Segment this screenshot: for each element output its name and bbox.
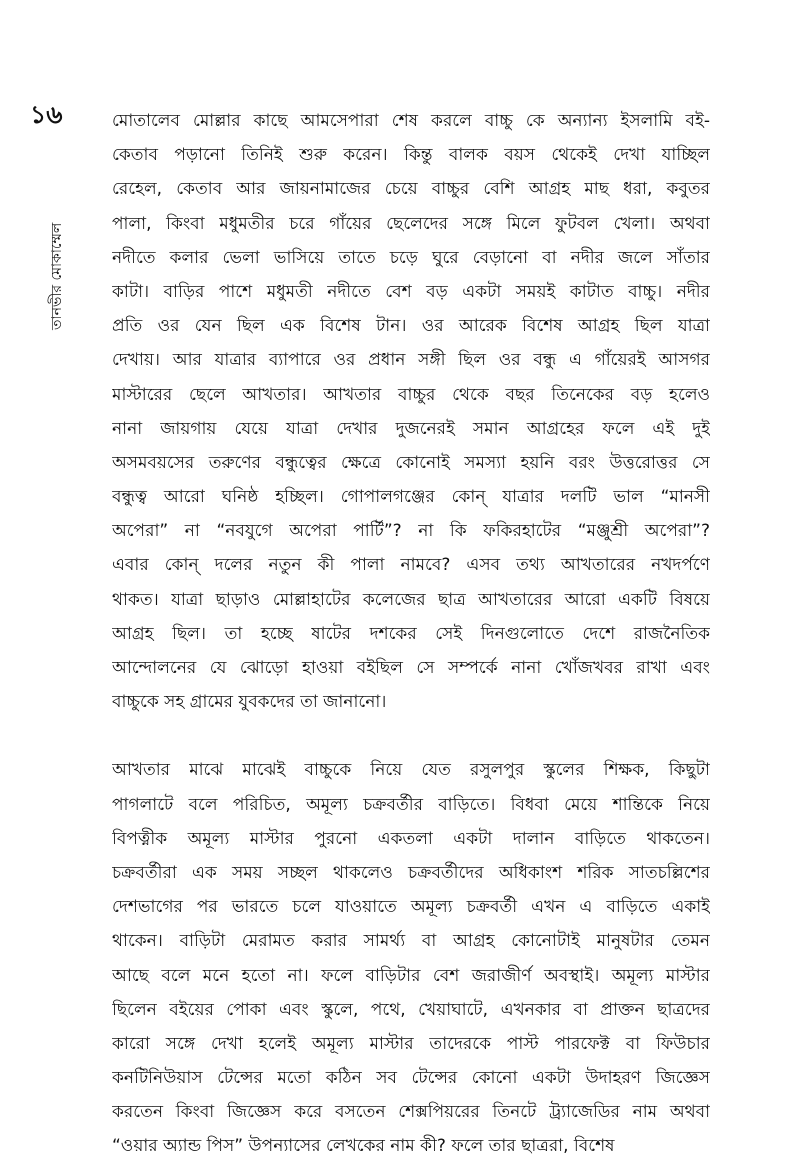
text-line: আছে বলে মনে হতো না। ফলে বাড়িটার বেশ জরাজীর্ণ অবস্থাই। অমূল্য মাস্টার [112, 965, 710, 986]
paragraph [112, 104, 710, 719]
text-line: ছিলেন বইয়ের পোকা এবং স্কুলে, পথে, খেয়াঘাটে, এখনকার বা প্রাক্তন ছাত্রদের [112, 999, 710, 1020]
text-line: কেতাব পড়ানো তিনিই শুরু করেন। কিন্তু বালক বয়স থেকেই দেখা যাচ্ছিল [112, 145, 710, 166]
paragraph-spacer [112, 719, 710, 753]
text-line: করতেন কিংবা জিজ্ঞেস করে বসতেন শেক্সপিয়রের তিনটে ট্র্যাজেডির নাম অথবা [112, 1102, 710, 1123]
text-line: মাস্টারের ছেলে আখতার। আখতার বাচ্চুর থেকে বছর তিনেকের বড় হলেও [112, 384, 710, 405]
text-line: মোতালেব মোল্লার কাছে আমসেপারা শেষ করলে বাচ্চু কে অন্যান্য ইসলামি বই- [112, 111, 710, 131]
text-line: বিপত্নীক অমূল্য মাস্টার পুরনো একতলা একটা দালান বাড়িতে থাকতেন। [112, 828, 710, 849]
text-line: অসমবয়সের তরুণের বন্ধুত্বের ক্ষেত্রে কোনোই সমস্যা হয়নি বরং উত্তরোত্তর সে [112, 452, 710, 473]
text-line: আগ্রহ ছিল। তা হচ্ছে ষাটের দশকের সেই দিনগুলোতে দেশে রাজনৈতিক [112, 623, 710, 644]
body-text [112, 104, 710, 1164]
text-line: কাটা। বাড়ির পাশে মধুমতী নদীতে বেশ বড় একটা সময়ই কাটাত বাচ্চু। নদীর [112, 281, 710, 302]
text-line: থাকত। যাত্রা ছাড়াও মোল্লাহাটের কলেজের ছাত্র আখতারের আরো একটি বিষয়ে [112, 589, 710, 610]
text-line: নদীতে কলার ভেলা ভাসিয়ে তাতে চড়ে ঘুরে বেড়ানো বা নদীর জলে সাঁতার [112, 247, 710, 268]
text-line: আন্দোলনের যে ঝোড়ো হাওয়া বইছিল সে সম্পর্কে নানা খোঁজখবর রাখা এবং [112, 658, 710, 678]
text-line: দেশভাগের পর ভারতে চলে যাওয়াতে অমূল্য চক্রবর্তী এখন এ বাড়িতে একাই [112, 897, 710, 918]
text-line: প্রতি ওর যেন ছিল এক বিশেষ টান। ওর আরেক বিশেষ আগ্রহ ছিল যাত্রা [112, 316, 710, 337]
text-line: পালা, কিংবা মধুমতীর চরে গাঁয়ের ছেলেদের সঙ্গে মিলে ফুটবল খেলা। অথবা [112, 213, 710, 234]
text-line: পাগলাটে বলে পরিচিত, অমূল্য চক্রবর্তীর বাড়িতে। বিধবা মেয়ে শান্তিকে নিয়ে [112, 794, 710, 815]
text-line: বাচ্চুকে সহ গ্রামের যুবকদের তা জানানো। [112, 692, 387, 713]
paragraph [112, 753, 710, 1163]
text-line: বন্ধুত্ব আরো ঘনিষ্ঠ হচ্ছিল। গোপালগঞ্জের কোন্ যাত্রার দলটি ভাল “মানসী [112, 487, 710, 508]
text-line: “ওয়ার অ্যান্ড পিস” উপন্যাসের লেখকের নাম কী? ফলে তার ছাত্ররা, বিশেষ [112, 1136, 615, 1157]
text-line: অপেরা” না “নবযুগে অপেরা পার্টি”? না কি ফকিরহাটের “মঞ্জুশ্রী অপেরা”? [112, 521, 710, 542]
text-line: আখতার মাঝে মাঝেই বাচ্চুকে নিয়ে যেত রসুলপুর স্কুলের শিক্ষক, কিছুটা [112, 760, 710, 781]
text-line: চক্রবর্তীরা এক সময় সচ্ছল থাকলেও চক্রবর্তীদের অধিকাংশ শরিক সাতচল্লিশের [112, 862, 710, 883]
text-line: রেহেল, কেতাব আর জায়নামাজের চেয়ে বাচ্চুর বেশি আগ্রহ মাছ ধরা, কবুতর [112, 179, 710, 200]
running-head-author: তানভীর মোকাম্মেল [49, 222, 65, 330]
text-line: নানা জায়গায় যেয়ে যাত্রা দেখার দুজনেরই সমান আগ্রহের ফলে এই দুই [112, 418, 710, 439]
text-line: কনটিনিউয়াস টেন্সের মতো কঠিন সব টেন্সের কোনো একটা উদাহরণ জিজ্ঞেস [112, 1068, 710, 1089]
text-line: দেখায়। আর যাত্রার ব্যাপারে ওর প্রধান সঙ্গী ছিল ওর বন্ধু এ গাঁয়েরই আসগর [112, 350, 710, 371]
page-number: ১৬ [30, 100, 63, 129]
text-line: থাকেন। বাড়িটা মেরামত করার সামর্থ্য বা আগ্রহ কোনোটাই মানুষটার তেমন [112, 931, 710, 952]
text-line: কারো সঙ্গে দেখা হলেই অমূল্য মাস্টার তাদেরকে পাস্ট পারফেক্ট বা ফিউচার [112, 1033, 710, 1054]
text-line: এবার কোন্ দলের নতুন কী পালা নামবে? এসব তথ্য আখতারের নখদর্পণে [112, 555, 710, 576]
margin-header [28, 100, 68, 330]
